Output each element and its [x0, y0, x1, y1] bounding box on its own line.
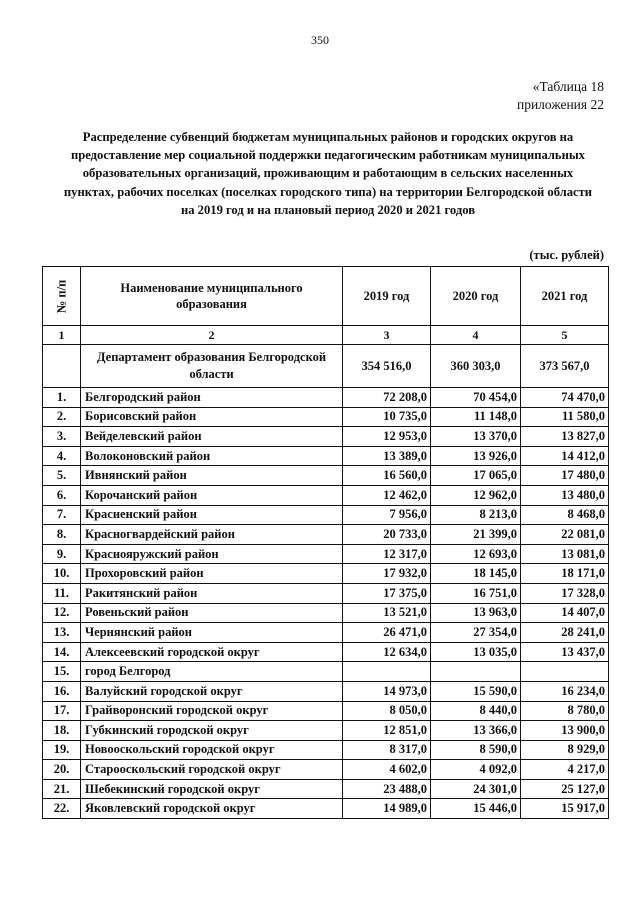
header-2019: 2019 год	[343, 267, 431, 326]
column-index: 2	[81, 326, 343, 345]
value-2020: 13 963,0	[431, 603, 521, 623]
value-2020: 27 354,0	[431, 623, 521, 643]
row-number: 6.	[43, 485, 81, 505]
value-2020: 4 092,0	[431, 760, 521, 780]
value-2021: 14 412,0	[521, 446, 609, 466]
table-row	[43, 662, 609, 682]
table-row	[43, 583, 609, 603]
department-2021: 373 567,0	[521, 345, 609, 388]
value-2021: 13 900,0	[521, 721, 609, 741]
value-2019: 16 560,0	[343, 466, 431, 486]
value-2020: 13 035,0	[431, 642, 521, 662]
value-2021: 17 328,0	[521, 583, 609, 603]
value-2021: 8 780,0	[521, 701, 609, 721]
value-2020: 8 213,0	[431, 505, 521, 525]
header-number: № п/п	[43, 267, 81, 326]
municipality-name: город Белгород	[81, 662, 343, 682]
page-number: 350	[311, 33, 329, 47]
value-2020: 18 145,0	[431, 564, 521, 584]
value-2019: 13 521,0	[343, 603, 431, 623]
table-row	[43, 427, 609, 447]
value-2019: 4 602,0	[343, 760, 431, 780]
value-2021	[521, 662, 609, 682]
municipality-name: Ивнянский район	[81, 466, 343, 486]
column-index-row	[43, 326, 609, 345]
table-row	[43, 623, 609, 643]
value-2020: 12 693,0	[431, 544, 521, 564]
value-2020: 15 446,0	[431, 799, 521, 819]
table-row	[43, 407, 609, 427]
value-2021: 4 217,0	[521, 760, 609, 780]
value-2020: 12 962,0	[431, 485, 521, 505]
value-2020: 21 399,0	[431, 525, 521, 545]
value-2019: 12 953,0	[343, 427, 431, 447]
value-2019: 14 973,0	[343, 681, 431, 701]
appendix-annex-label: приложения 22	[516, 97, 604, 112]
value-2021: 28 241,0	[521, 623, 609, 643]
value-2020: 8 440,0	[431, 701, 521, 721]
row-number: 2.	[43, 407, 81, 427]
row-number: 7.	[43, 505, 81, 525]
column-index: 4	[431, 326, 521, 345]
row-number: 3.	[43, 427, 81, 447]
table-row	[43, 681, 609, 701]
municipality-name: Валуйский городской округ	[81, 681, 343, 701]
appendix-reference	[517, 78, 604, 114]
value-2020: 70 454,0	[431, 388, 521, 408]
table-row	[43, 466, 609, 486]
table-row	[43, 603, 609, 623]
municipality-name: Борисовский район	[81, 407, 343, 427]
value-2019: 7 956,0	[343, 505, 431, 525]
value-2019: 10 735,0	[343, 407, 431, 427]
value-2021: 74 470,0	[521, 388, 609, 408]
row-number: 14.	[43, 642, 81, 662]
value-2020: 11 148,0	[431, 407, 521, 427]
table-row	[43, 564, 609, 584]
department-2020: 360 303,0	[431, 345, 521, 388]
municipality-name: Прохоровский район	[81, 564, 343, 584]
value-2021: 17 480,0	[521, 466, 609, 486]
row-number: 19.	[43, 740, 81, 760]
row-number: 17.	[43, 701, 81, 721]
value-2021: 11 580,0	[521, 407, 609, 427]
municipality-name: Яковлевский городской округ	[81, 799, 343, 819]
row-number: 22.	[43, 799, 81, 819]
row-number: 21.	[43, 779, 81, 799]
municipality-name: Красногвардейский район	[81, 525, 343, 545]
value-2019: 8 050,0	[343, 701, 431, 721]
header-2020: 2020 год	[431, 267, 521, 326]
appendix-table-label: «Таблица 18	[532, 79, 604, 94]
table-row	[43, 544, 609, 564]
value-2019: 12 851,0	[343, 721, 431, 741]
header-2021: 2021 год	[521, 267, 609, 326]
row-number: 20.	[43, 760, 81, 780]
table-row	[43, 485, 609, 505]
value-2020: 13 370,0	[431, 427, 521, 447]
value-2021: 13 480,0	[521, 485, 609, 505]
value-2021: 25 127,0	[521, 779, 609, 799]
value-2021: 13 081,0	[521, 544, 609, 564]
table-row	[43, 642, 609, 662]
value-2021: 8 468,0	[521, 505, 609, 525]
table-row	[43, 760, 609, 780]
value-2020: 15 590,0	[431, 681, 521, 701]
table-row	[43, 701, 609, 721]
value-2020: 13 926,0	[431, 446, 521, 466]
department-number	[43, 345, 81, 388]
value-2020	[431, 662, 521, 682]
document-title: Распределение субвенций бюджетам муниципальных районов и городских округов на предоставление мер социальной поддержки педагогическим работникам муниципальных образовательных организаций, проживающим и работающим в сельских населенных пунктах, рабочих поселках (поселках городского типа) на территории Белгородской области на 2019 год и на плановый период 2020 и 2021 годов	[63, 130, 593, 217]
row-number: 9.	[43, 544, 81, 564]
row-number: 1.	[43, 388, 81, 408]
table-row	[43, 388, 609, 408]
municipality-name: Корочанский район	[81, 485, 343, 505]
row-number: 12.	[43, 603, 81, 623]
municipality-name: Губкинский городской округ	[81, 721, 343, 741]
value-2021: 13 437,0	[521, 642, 609, 662]
value-2019: 23 488,0	[343, 779, 431, 799]
table-row	[43, 779, 609, 799]
column-index: 1	[43, 326, 81, 345]
municipality-name: Алексеевский городской округ	[81, 642, 343, 662]
value-2021: 8 929,0	[521, 740, 609, 760]
row-number: 16.	[43, 681, 81, 701]
row-number: 10.	[43, 564, 81, 584]
value-2020: 8 590,0	[431, 740, 521, 760]
value-2021: 16 234,0	[521, 681, 609, 701]
value-2019: 12 462,0	[343, 485, 431, 505]
units-label: (тыс. рублей)	[529, 248, 604, 262]
column-index: 5	[521, 326, 609, 345]
value-2019: 12 317,0	[343, 544, 431, 564]
value-2019: 20 733,0	[343, 525, 431, 545]
subvention-table	[42, 266, 609, 819]
value-2019: 17 375,0	[343, 583, 431, 603]
header-name: Наименование муниципального образования	[81, 267, 343, 326]
table-row	[43, 799, 609, 819]
municipality-name: Белгородский район	[81, 388, 343, 408]
row-number: 11.	[43, 583, 81, 603]
value-2021: 15 917,0	[521, 799, 609, 819]
value-2021: 14 407,0	[521, 603, 609, 623]
column-index: 3	[343, 326, 431, 345]
table-row	[43, 740, 609, 760]
department-2019: 354 516,0	[343, 345, 431, 388]
municipality-name: Вейделевский район	[81, 427, 343, 447]
municipality-name: Новооскольский городской округ	[81, 740, 343, 760]
value-2019: 12 634,0	[343, 642, 431, 662]
department-row	[43, 345, 609, 388]
municipality-name: Краснояружский район	[81, 544, 343, 564]
department-name: Департамент образования Белгородской области	[81, 345, 343, 388]
row-number: 15.	[43, 662, 81, 682]
municipality-name: Ровеньский район	[81, 603, 343, 623]
municipality-name: Грайворонский городской округ	[81, 701, 343, 721]
table-row	[43, 446, 609, 466]
value-2019	[343, 662, 431, 682]
municipality-name: Красненский район	[81, 505, 343, 525]
value-2021: 18 171,0	[521, 564, 609, 584]
row-number: 13.	[43, 623, 81, 643]
row-number: 4.	[43, 446, 81, 466]
value-2019: 8 317,0	[343, 740, 431, 760]
table-row	[43, 721, 609, 741]
value-2019: 14 989,0	[343, 799, 431, 819]
value-2019: 26 471,0	[343, 623, 431, 643]
value-2021: 13 827,0	[521, 427, 609, 447]
municipality-name: Чернянский район	[81, 623, 343, 643]
municipality-name: Ракитянский район	[81, 583, 343, 603]
municipality-name: Волоконовский район	[81, 446, 343, 466]
row-number: 8.	[43, 525, 81, 545]
row-number: 18.	[43, 721, 81, 741]
table-row	[43, 525, 609, 545]
row-number: 5.	[43, 466, 81, 486]
value-2020: 16 751,0	[431, 583, 521, 603]
table-header-row	[43, 267, 609, 326]
value-2020: 24 301,0	[431, 779, 521, 799]
municipality-name: Старооскольский городской округ	[81, 760, 343, 780]
municipality-name: Шебекинский городской округ	[81, 779, 343, 799]
table-row	[43, 505, 609, 525]
value-2021: 22 081,0	[521, 525, 609, 545]
value-2019: 13 389,0	[343, 446, 431, 466]
value-2019: 72 208,0	[343, 388, 431, 408]
value-2019: 17 932,0	[343, 564, 431, 584]
value-2020: 13 366,0	[431, 721, 521, 741]
value-2020: 17 065,0	[431, 466, 521, 486]
